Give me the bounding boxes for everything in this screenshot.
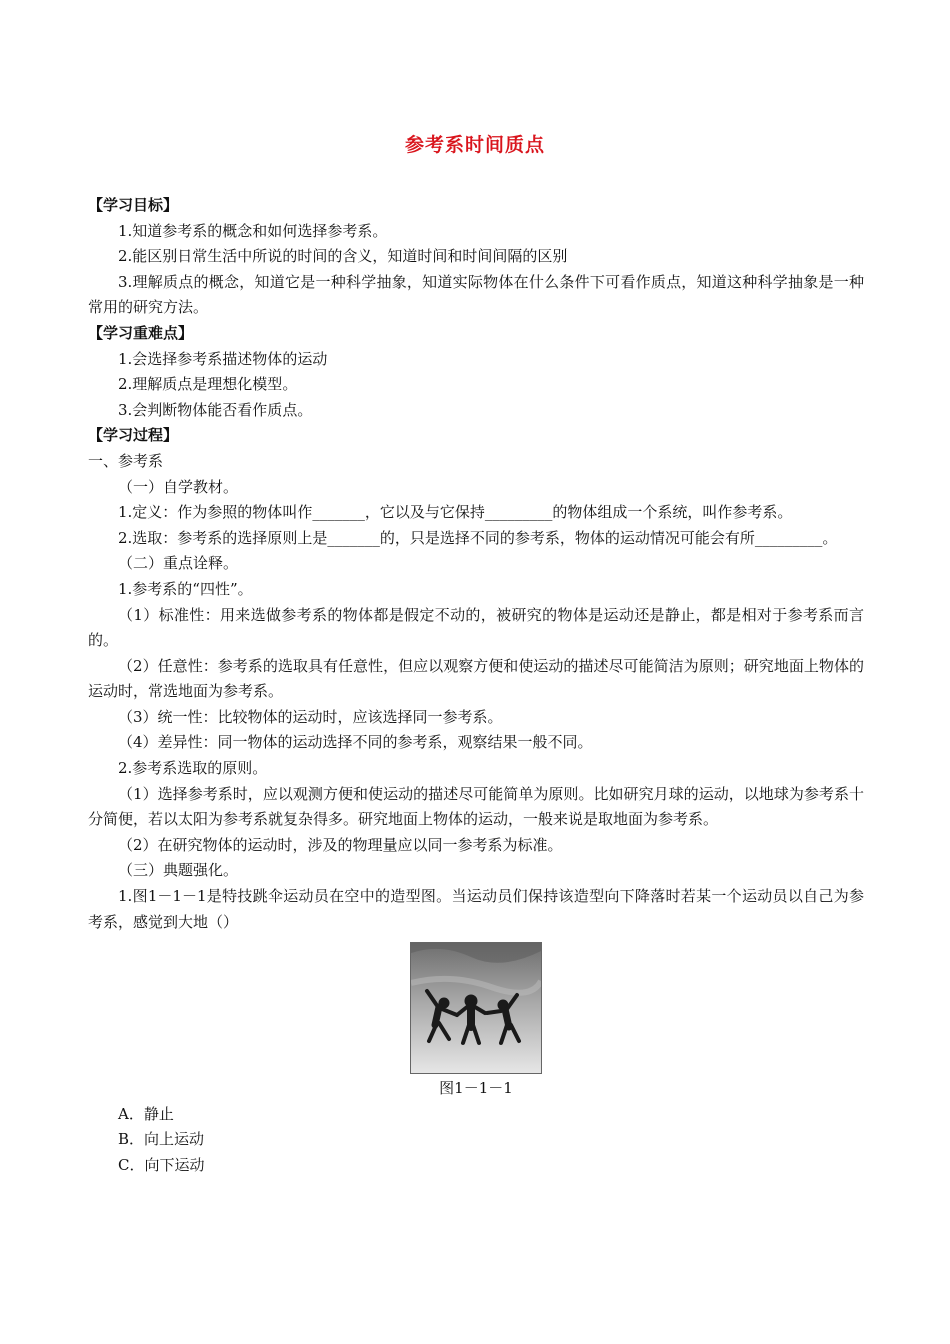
process-heading: 【学习过程】 xyxy=(88,426,179,445)
principle-item: （1）选择参考系时，应以观测方便和使运动的描述尽可能简单为原则。比如研究月球的运动，以地球为参考系十分简便，若以太阳为参考系就复杂得多。研究地面上物体的运动，一般来说是取地面为参考系。 xyxy=(88,784,864,829)
document-body xyxy=(88,193,864,1179)
four-props-title: 1.参考系的“四性”。 xyxy=(118,579,253,598)
figure xyxy=(88,942,864,1076)
goal-item: 1.知道参考系的概念和如何选择参考系。 xyxy=(118,221,388,240)
selection-text: 2.选取：参考系的选择原则上是_______的，只是选择不同的参考系，物体的运动情况可能会有所_________。 xyxy=(118,528,838,547)
section-heading: 一、参考系 xyxy=(88,451,164,470)
option-c: C．向下运动 xyxy=(118,1156,205,1174)
goal-item: 3.理解质点的概念，知道它是一种科学抽象，知道实际物体在什么条件下可看作质点，知道这种科学抽象是一种常用的研究方法。 xyxy=(88,272,864,317)
property-item: （2）任意性：参考系的选取具有任意性，但应以观察方便和使运动的描述尽可能简洁为原则；研究地面上物体的运动时，常选地面为参考系。 xyxy=(88,656,864,701)
principle-item: （2）在研究物体的运动时，涉及的物理量应以同一参考系为标准。 xyxy=(118,835,563,854)
skydivers-photo xyxy=(410,942,542,1074)
page-title: 参考系时间质点 xyxy=(404,134,545,156)
option-a: A．静止 xyxy=(118,1104,174,1123)
key-point-item: 2.理解质点是理想化模型。 xyxy=(118,375,298,394)
subsection-heading: （二）重点诠释。 xyxy=(118,554,239,573)
option-b: B．向上运动 xyxy=(118,1130,205,1149)
property-item: （1）标准性：用来选做参考系的物体都是假定不动的，被研究的物体是运动还是静止，都是相对于参考系而言的。 xyxy=(88,605,864,650)
property-item: （4）差异性：同一物体的运动选择不同的参考系，观察结果一般不同。 xyxy=(118,733,593,752)
key-points-heading: 【学习重难点】 xyxy=(88,323,194,342)
principles-title: 2.参考系选取的原则。 xyxy=(118,759,268,778)
subsection-heading: （三）典题强化。 xyxy=(118,861,239,880)
key-point-item: 3.会判断物体能否看作质点。 xyxy=(118,400,313,419)
goal-item: 2.能区别日常生活中所说的时间的含义，知道时间和时间间隔的区别 xyxy=(118,247,568,266)
goals-heading: 【学习目标】 xyxy=(88,196,179,214)
subsection-heading: （一）自学教材。 xyxy=(118,477,239,496)
definition-text: 1.定义：作为参照的物体叫作_______，它以及与它保持_________的物体组成一个系统，叫作参考系。 xyxy=(118,503,793,522)
question-text: 1.图1－1－1是特技跳伞运动员在空中的造型图。当运动员们保持该造型向下降落时若某一个运动员以自己为参考系，感觉到大地（） xyxy=(88,887,864,931)
figure-caption: 图1－1－1 xyxy=(439,1079,513,1098)
property-item: （3）统一性：比较物体的运动时，应该选择同一参考系。 xyxy=(118,707,503,726)
key-point-item: 1.会选择参考系描述物体的运动 xyxy=(118,349,328,368)
